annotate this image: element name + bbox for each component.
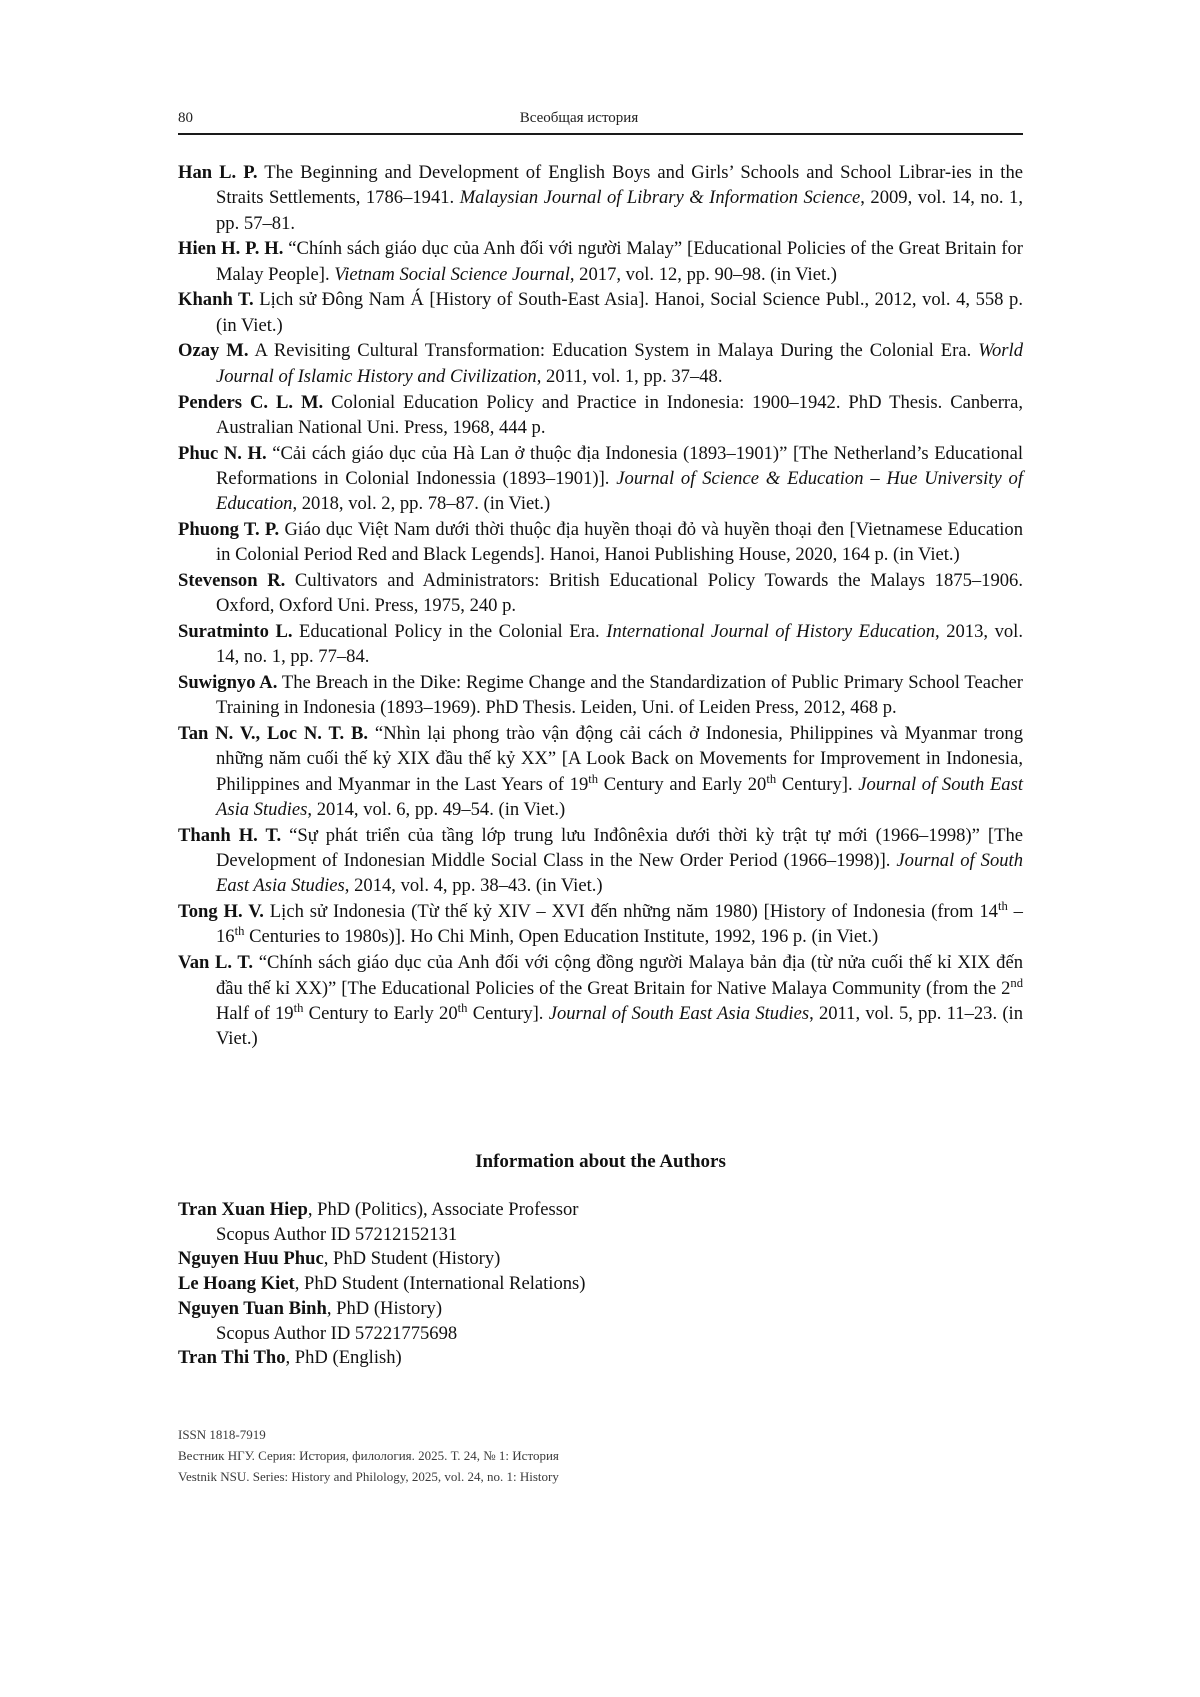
- author-detail: , PhD Student (History): [323, 1248, 501, 1270]
- reference-entry: Han L. P. The Beginning and Development of English Boys and Girls’ Schools and School Librar-ies in the Straits Settlements, 1786–1941. Malaysian Journal of Library & Information Science, 2009, vol. 14, no. 1, pp. 57–81.: [178, 162, 1023, 234]
- reference-entry: Khanh T. Lịch sử Đông Nam Á [History of South-East Asia]. Hanoi, Social Science Publ., 2012, vol. 4, 558 p. (in Viet.): [178, 289, 1023, 336]
- reference-entry: Ozay M. A Revisiting Cultural Transformation: Education System in Malaya During the Colonial Era. World Journal of Islamic History and Civilization, 2011, vol. 1, pp. 37–48.: [178, 340, 1023, 387]
- authors-section-heading: Information about the Authors: [475, 1151, 726, 1172]
- author-name: Nguyen Huu Phuc: [178, 1248, 324, 1270]
- reference-entry: Phuong T. P. Giáo dục Việt Nam dưới thời thuộc địa huyền thoại đỏ và huyền thoại đen [Vietnamese Education in Colonial Period Red and Black Legends]. Hanoi, Hanoi Publishing House, 2020, 164 p. (in Viet.): [178, 518, 1024, 566]
- author-detail: , PhD (Politics), Associate Professor: [307, 1199, 579, 1220]
- reference-entry: Tong H. V. Lịch sử Indonesia (Từ thế kỷ XIV – XVI đến những năm 1980) [History of Indonesia (from 14th – 16th Centuries to 1980s)]. Ho Chi Minh, Open Education Institute, 1992, 196 p. (in Viet.): [178, 898, 1023, 948]
- footer-journal-en: Vestnik NSU. Series: History and Philology, 2025, vol. 24, no. 1: History: [178, 1469, 559, 1485]
- author-name: Tran Thi Tho: [178, 1347, 286, 1369]
- page-number: 80: [178, 110, 193, 126]
- author-entry: [178, 1247, 1023, 1272]
- author-entry: [178, 1297, 1023, 1322]
- reference-list: [178, 160, 1023, 1052]
- reference-entry: Suratminto L. Educational Policy in the Colonial Era. International Journal of History Education, 2013, vol. 14, no. 1, pp. 77–84.: [178, 621, 1023, 668]
- author-detail: , PhD Student (International Relations): [294, 1273, 586, 1295]
- author-scopus-id: Scopus Author ID 57221775698: [216, 1322, 458, 1344]
- reference-entry: Hien H. P. H. “Chính sách giáo dục của Anh đối với người Malay” [Educational Policies of the Great Britain for Malay People]. Vietnam Social Science Journal, 2017, vol. 12, pp. 90–98. (in Viet.): [178, 238, 1023, 285]
- author-scopus-id: Scopus Author ID 57212152131: [216, 1223, 458, 1245]
- running-title: Всеобщая история: [519, 110, 639, 126]
- reference-entry: Thanh H. T. “Sự phát triển của tầng lớp trung lưu Inđônêxia dưới thời kỳ trật tự mới (1966–1998)” [The Development of Indonesian Middle Social Class in the New Order Period (1966–1998)]. Journal of South East Asia Studies, 2014, vol. 4, pp. 38–43. (in Viet.): [178, 824, 1023, 897]
- reference-entry: Stevenson R. Cultivators and Administrators: British Educational Policy Towards the Malays 1875–1906. Oxford, Oxford Uni. Press, 1975, 240 p.: [178, 570, 1024, 617]
- author-name: Tran Xuan Hiep: [178, 1199, 308, 1220]
- author-detail: , PhD (History): [326, 1297, 443, 1319]
- footer-journal-ru: Вестник НГУ. Серия: История, филология. 2025. Т. 24, № 1: История: [178, 1448, 559, 1464]
- page-footer: [178, 1424, 1023, 1487]
- reference-entry: Penders C. L. M. Colonial Education Policy and Practice in Indonesia: 1900–1942. PhD Thesis. Canberra, Australian National Uni. Press, 1968, 444 p.: [178, 391, 1023, 438]
- reference-entry: Phuc N. H. “Cải cách giáo dục của Hà Lan ở thuộc địa Indonesia (1893–1901)” [The Netherland’s Educational Reformations in Colonial Indonessia (1893–1901)]. Journal of Science & Education – Hue University of Education, 2018, vol. 2, pp. 78–87. (in Viet.): [178, 442, 1024, 515]
- author-name: Le Hoang Kiet: [178, 1273, 295, 1295]
- authors-list: [178, 1198, 1023, 1371]
- author-entry: [178, 1272, 1023, 1297]
- reference-entry: Suwignyo A. The Breach in the Dike: Regime Change and the Standardization of Public Primary School Teacher Training in Indonesia (1893–1969). PhD Thesis. Leiden, Uni. of Leiden Press, 2012, 468 p.: [178, 672, 1023, 719]
- author-entry: [178, 1198, 1023, 1223]
- page-header: [178, 110, 1023, 127]
- header-divider: [178, 133, 1023, 135]
- footer-issn: ISSN 1818-7919: [178, 1427, 266, 1442]
- reference-entry: Van L. T. “Chính sách giáo dục của Anh đối với cộng đồng người Malaya bản địa (từ nửa cuối thế kỉ XIX đến đầu thế kỉ XX)” [The Educational Policies of the Great Britain for Native Malaya Community (from the 2nd Half of 19th Century to Early 20th Century]. Journal of South East Asia Studies, 2011, vol. 5, pp. 11–23. (in Viet.): [178, 952, 1023, 1050]
- author-entry: [178, 1346, 1023, 1371]
- author-name: Nguyen Tuan Binh: [178, 1297, 327, 1319]
- author-detail: , PhD (English): [285, 1347, 402, 1369]
- reference-entry: Tan N. V., Loc N. T. B. “Nhìn lại phong trào vận động cải cách ở Indonesia, Philippines và Myanmar trong những năm cuối thế kỷ XIX đầu thế kỷ XX” [A Look Back on Movements for Improvement in Indonesia, Philippines and Myanmar in the Last Years of 19th Century and Early 20th Century]. Journal of South East Asia Studies, 2014, vol. 6, pp. 49–54. (in Viet.): [178, 723, 1024, 821]
